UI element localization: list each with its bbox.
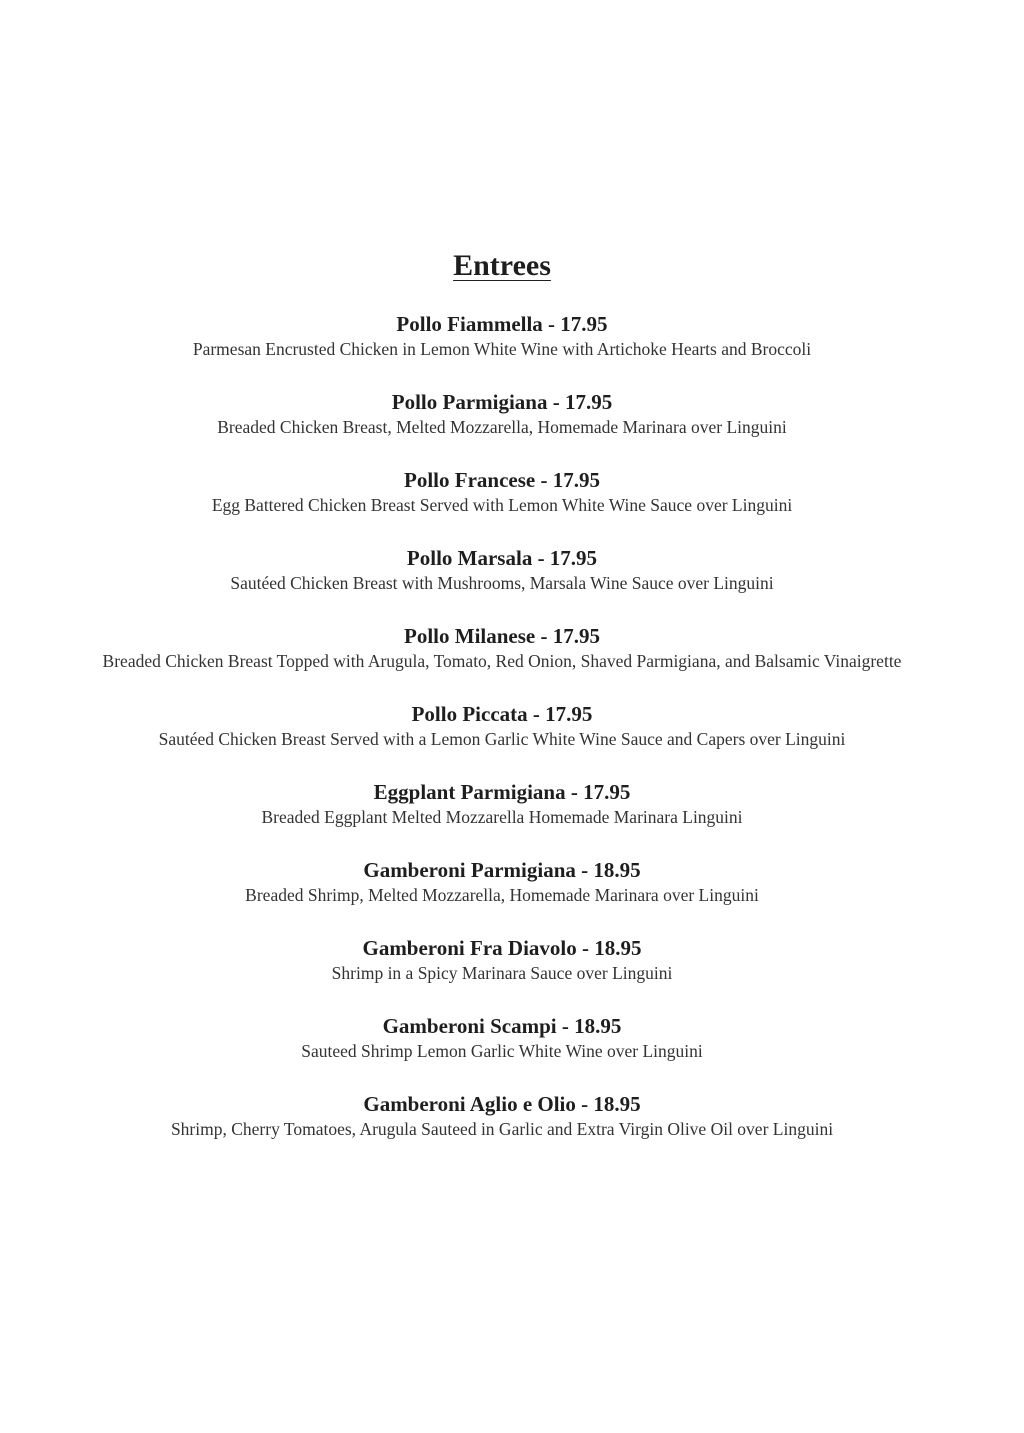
menu-title: Entrees	[453, 249, 551, 282]
menu-item-pollo-parmigiana	[0, 389, 1004, 439]
menu-item-gamberoni-aglio-e-olio	[0, 1091, 1004, 1141]
item-name: Gamberoni Fra Diavolo - 18.95	[362, 936, 642, 960]
item-description: Sautéed Chicken Breast with Mushrooms, Marsala Wine Sauce over Linguini	[230, 573, 774, 593]
item-description: Shrimp, Cherry Tomatoes, Arugula Sauteed in Garlic and Extra Virgin Olive Oil over Linguini	[170, 1119, 834, 1139]
menu-item-gamberoni-parmigiana	[0, 857, 1004, 907]
item-description: Shrimp in a Spicy Marinara Sauce over Linguini	[331, 963, 673, 983]
item-description: Parmesan Encrusted Chicken in Lemon White Wine with Artichoke Hearts and Broccoli	[192, 339, 812, 359]
item-name: Pollo Parmigiana - 17.95	[391, 390, 613, 414]
item-name: Pollo Piccata - 17.95	[411, 702, 593, 726]
item-name: Pollo Milanese - 17.95	[404, 624, 600, 648]
menu-item-eggplant-parmigiana	[0, 779, 1004, 829]
item-name: Pollo Marsala - 17.95	[406, 546, 598, 570]
item-description: Sauteed Shrimp Lemon Garlic White Wine over Linguini	[301, 1041, 703, 1061]
menu-item-pollo-francese	[0, 467, 1004, 517]
item-description: Sautéed Chicken Breast Served with a Lemon Garlic White Wine Sauce and Capers over Linguini	[158, 729, 846, 749]
item-name: Eggplant Parmigiana - 17.95	[373, 780, 631, 804]
menu-item-pollo-milanese	[0, 623, 1004, 673]
item-name: Gamberoni Parmigiana - 18.95	[363, 858, 641, 882]
menu-item-pollo-marsala	[0, 545, 1004, 595]
menu-item-gamberoni-fra-diavolo	[0, 935, 1004, 985]
item-description: Egg Battered Chicken Breast Served with Lemon White Wine Sauce over Linguini	[211, 495, 793, 515]
menu-item-gamberoni-scampi	[0, 1013, 1004, 1063]
item-name: Pollo Francese - 17.95	[404, 468, 600, 492]
menu-list	[0, 311, 1004, 1169]
item-name: Gamberoni Aglio e Olio - 18.95	[363, 1092, 641, 1116]
item-description: Breaded Shrimp, Melted Mozzarella, Homemade Marinara over Linguini	[245, 885, 759, 905]
item-description: Breaded Chicken Breast, Melted Mozzarella, Homemade Marinara over Linguini	[217, 417, 787, 437]
item-description: Breaded Eggplant Melted Mozzarella Homemade Marinara Linguini	[261, 807, 743, 827]
item-name: Pollo Fiammella - 17.95	[396, 312, 608, 336]
item-name: Gamberoni Scampi - 18.95	[382, 1014, 622, 1038]
menu-item-pollo-piccata	[0, 701, 1004, 751]
menu-item-pollo-fiammella	[0, 311, 1004, 361]
item-description: Breaded Chicken Breast Topped with Arugula, Tomato, Red Onion, Shaved Parmigiana, and Balsamic Vinaigrette	[102, 651, 902, 671]
